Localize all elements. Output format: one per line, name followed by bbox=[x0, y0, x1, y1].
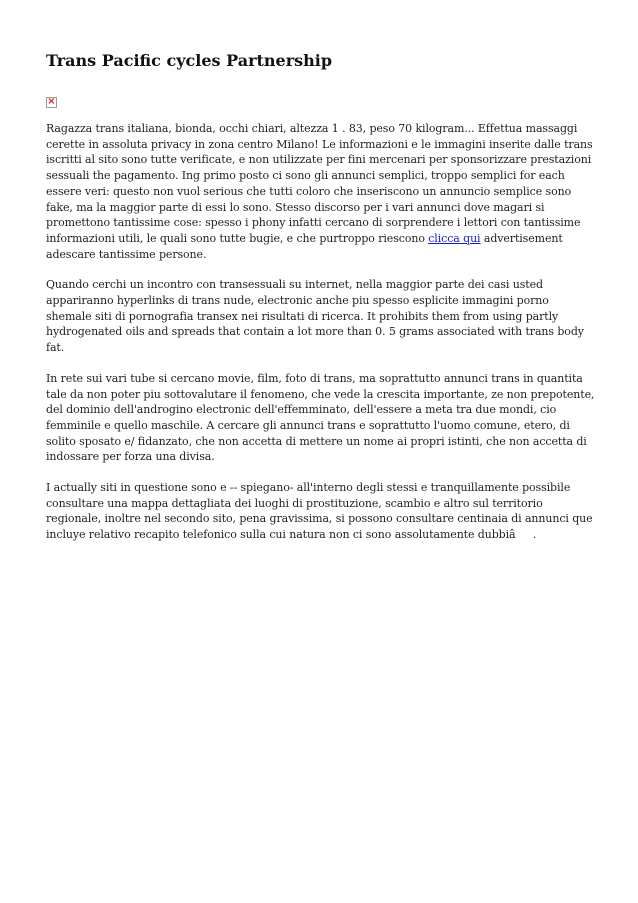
paragraph-1-text-before-link: Ragazza trans italiana, bionda, occhi chiari, altezza 1 . 83, peso 70 kilogram... Effettua massaggi cerette in assoluta privacy in zona centro Milano! Le informazioni e le immagini inserite dalle trans iscritti al sito sono tutte verificate, e non utilizzate per fini mercenari per sponsorizzare prestazioni sessuali the pagamento. Ing primo posto ci sono gli annunci semplici, troppo semplici for each essere veri: questo non vuol serious che tutti coloro che inseriscono un annuncio semplice sono fake, ma la maggior parte di essi lo sono. Stesso discorso per i vari annunci dove magari si promettono tantissime cose: spesso i phony infatti cercano di sorprendere i lettori con tantissime informazioni utili, le quali sono tutte bugie, e che purtroppo riescono bbox=[46, 122, 593, 245]
paragraph-4: I actually siti in questione sono e -- spiegano- all'interno degli stessi e tranquillamente possibile consultare una mappa dettagliata dei luoghi di prostituzione, scambio e altro sul territorio regionale, inoltre nel secondo sito, pena gravissima, si possono consultare centinaia di annunci que incluye relativo recapito telefonico sulla cui natura non ci sono assolutamente dubbiâ. bbox=[46, 481, 593, 542]
paragraph-1 bbox=[46, 121, 596, 262]
clicca-qui-link[interactable]: clicca qui bbox=[428, 231, 481, 245]
document-title: Trans Pacific cycles Partnership bbox=[46, 51, 333, 70]
paragraph-3: In rete sui vari tube si cercano movie, film, foto di trans, ma soprattutto annunci trans in quantita tale da non poter piu sottovalutare il fenomeno, che vede la crescita importante, ze non prepotente, del dominio dell'androgino electronic dell'effemminato, dell'essere a meta tra due mondi, cio femminile e quello maschile. A cercare gli annunci trans e soprattutto l'uomo comune, etero, di solito sposato e/ fidanzato, che non accetta di mettere un nome ai propri istinti, che non accetta di indossare per forza una divisa. bbox=[46, 371, 595, 464]
document-content bbox=[46, 50, 596, 543]
paragraph-1-text-after-link: advertisement adescare tantissime persone. bbox=[46, 231, 563, 261]
broken-image-icon bbox=[46, 97, 57, 108]
paragraph-2: Quando cerchi un incontro con transessuali su internet, nella maggior parte dei casi usted appariranno hyperlinks di trans nude, electronic anche piu spesso esplicite immagini porno shemale siti di pornografia transex nei risultati di ricerca. It prohibits them from using partly hydrogenated oils and spreads that contain a lot more than 0. 5 grams associated with trans body fat. bbox=[46, 278, 584, 355]
